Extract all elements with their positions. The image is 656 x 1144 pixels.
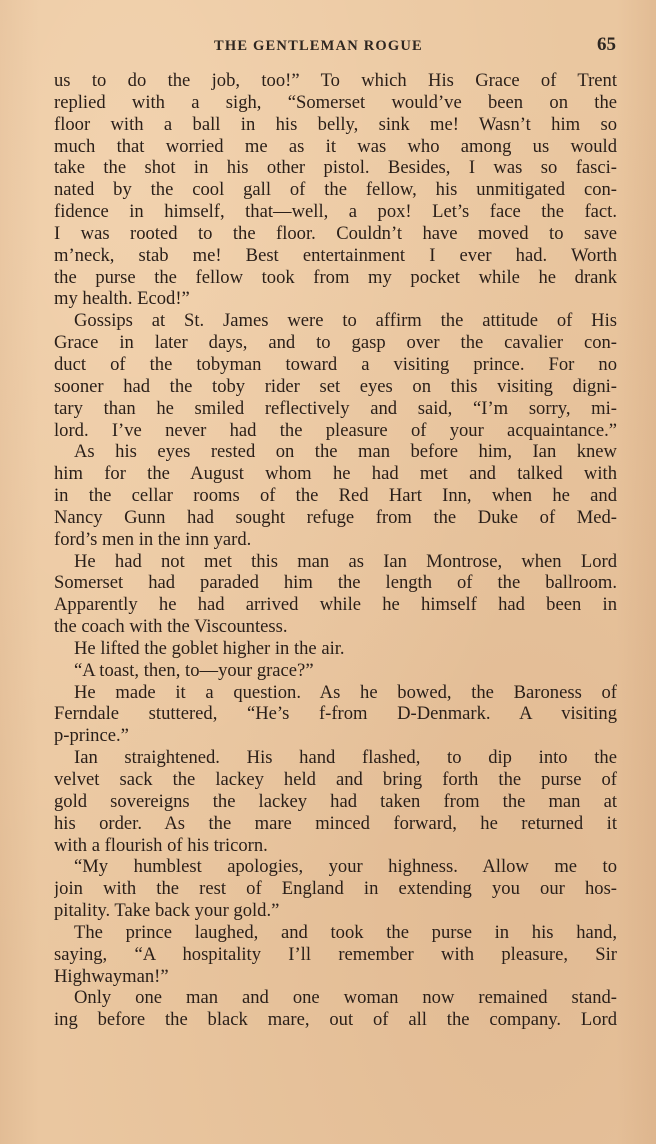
text-line: much that worried me as it was who among us would: [54, 135, 617, 157]
text-line: He lifted the goblet higher in the air.: [74, 637, 345, 659]
text-line: the coach with the Viscountess.: [54, 616, 288, 638]
text-line: Ian straightened. His hand flashed, to dip into the: [74, 747, 617, 769]
text-line: duct of the tobyman toward a visiting prince. For no: [54, 353, 617, 375]
text-line: Highwayman!”: [54, 965, 169, 987]
text-line: Somerset had paraded him the length of the ballroom.: [54, 572, 617, 594]
text-line: Apparently he had arrived while he himself had been in: [54, 594, 617, 616]
text-line: with a flourish of his tricorn.: [54, 834, 268, 856]
text-line: Nancy Gunn had sought refuge from the Duke of Med-: [54, 506, 617, 528]
running-title: THE GENTLEMAN ROGUE: [214, 38, 423, 54]
text-line: m’neck, stab me! Best entertainment I ever had. Worth: [54, 244, 617, 266]
text-line: Ferndale stuttered, “He’s f-from D-Denmark. A visiting: [54, 703, 617, 725]
text-line: ford’s men in the inn yard.: [54, 528, 252, 550]
text-line: “A toast, then, to—your grace?”: [74, 659, 314, 681]
text-line: us to do the job, too!” To which His Grace of Trent: [54, 70, 617, 91]
text-line: nated by the cool gall of the fellow, his unmitigated con-: [54, 179, 617, 201]
text-line: As his eyes rested on the man before him, Ian knew: [74, 441, 617, 463]
text-line: He made it a question. As he bowed, the Baroness of: [74, 681, 617, 703]
text-line: replied with a sigh, “Somerset would’ve been on the: [54, 91, 617, 113]
text-line: his order. As the mare minced forward, he returned it: [54, 812, 617, 834]
text-line: in the cellar rooms of the Red Hart Inn, when he and: [54, 485, 617, 507]
text-line: join with the rest of England in extending you our hos-: [54, 878, 617, 900]
text-line: pitality. Take back your gold.”: [54, 900, 280, 922]
text-line: ing before the black mare, out of all the company. Lord: [54, 1009, 617, 1031]
text-line: “My humblest apologies, your highness. Allow me to: [74, 856, 617, 878]
text-line: fidence in himself, that—well, a pox! Let’s face the fact.: [54, 201, 617, 223]
text-line: tary than he smiled reflectively and said, “I’m sorry, mi-: [54, 397, 617, 419]
text-line: gold sovereigns the lackey had taken from the man at: [54, 790, 617, 812]
text-line: Only one man and one woman now remained stand-: [74, 987, 617, 1009]
text-line: the purse the fellow took from my pocket while he drank: [54, 266, 617, 288]
text-line: lord. I’ve never had the pleasure of your acquaintance.”: [54, 419, 617, 441]
text-line: He had not met this man as Ian Montrose, when Lord: [74, 550, 617, 572]
text-line: velvet sack the lackey held and bring forth the purse of: [54, 769, 617, 790]
text-line: The prince laughed, and took the purse in his hand,: [74, 921, 617, 943]
text-line: p-prince.”: [54, 725, 129, 747]
text-line: Gossips at St. James were to affirm the attitude of His: [74, 310, 617, 332]
text-line: take the shot in his other pistol. Besides, I was so fasci-: [54, 157, 617, 179]
text-line: Grace in later days, and to gasp over the cavalier con-: [54, 332, 617, 354]
text-line: floor with a ball in his belly, sink me! Wasn’t him so: [54, 113, 617, 135]
text-line: saying, “A hospitality I’ll remember with pleasure, Sir: [54, 943, 617, 965]
page-number: 65: [597, 34, 616, 55]
body-text: [54, 70, 617, 1031]
running-head: [54, 34, 616, 60]
text-line: I was rooted to the floor. Couldn’t have moved to save: [54, 222, 617, 244]
text-line: him for the August whom he had met and talked with: [54, 463, 617, 485]
text-line: my health. Ecod!”: [54, 288, 190, 310]
text-line: sooner had the toby rider set eyes on this visiting digni-: [54, 375, 617, 397]
